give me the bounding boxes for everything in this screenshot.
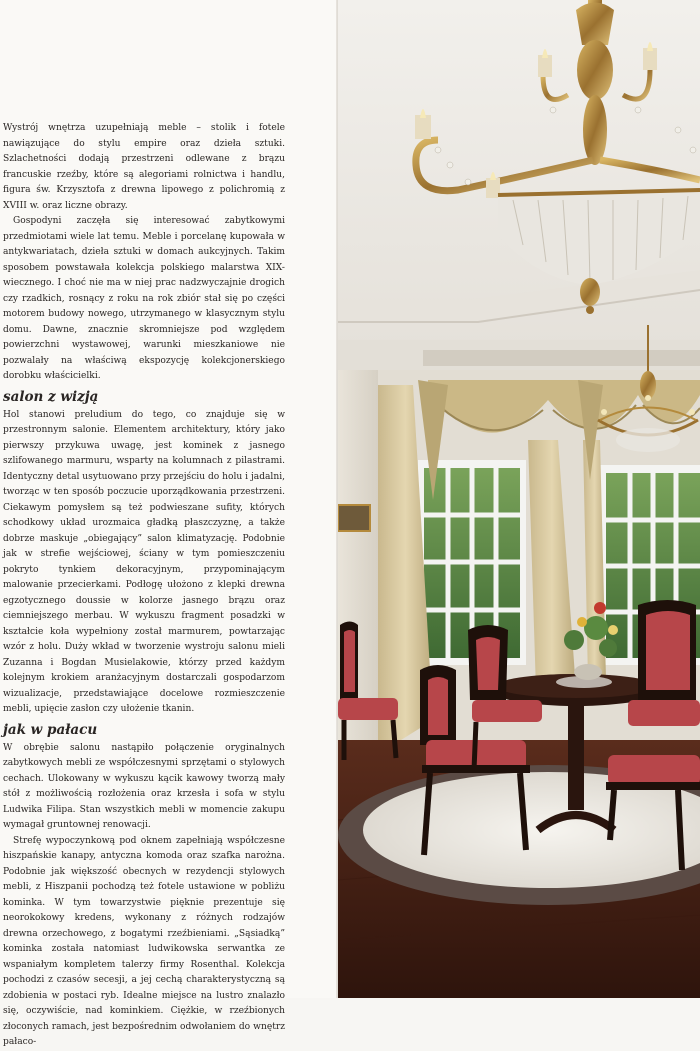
wall-painting (338, 505, 370, 531)
article-paragraph: W obrębie salonu nastąpiło połączenie oryginalnych zabytkowych mebli ze współczesnymi sprzętami o stylowych cechach. Ulokowany w wykuszu kącik kawowy tworzą mały stół z możliwością rozłożenia oraz krzesła i sofa w stylu Ludwika Filipa. Stan wszystkich mebli w momencie zakupu wymagał gruntownej renowacji. (3, 742, 285, 830)
article-text-column (0, 0, 338, 1047)
article-paragraph: Strefę wypoczynkową pod oknem zapełniają współczesne hiszpańskie kanapy, antyczna komoda oraz szafka narożna. Podobnie jak większość obecnych w rezydencji stylowych mebli, z Hiszpanii pochodzą też fotele ustawione w pobliżu kominka. W tym towarzystwie pięknie prezentuje się neorokokowy kredens, wykonany z różnych rodzajów drewna orzechowego, z bogatymi rzeźbieniami. „Sąsiadką” kominka została natomiast ludwikowska serwantka ze wspaniałym kompletem talerzy firmy Rosenthal. Kolekcja pochodzi z czasów secesji, a jej cechą charakterystyczną są zdobienia w postaci ryb. Idealne miejsce na lustro znalazło się, oczywiście, nad kominkiem. Ciężkie, w rzeźbionych złoconych ramach, jest bezpośrednim odwołaniem do wnętrz pałaco- (3, 835, 285, 1047)
section-heading-salon: salon z wizją (3, 388, 99, 405)
interior-photo (338, 0, 700, 998)
cornice (423, 350, 700, 366)
article-paragraph: Wystrój wnętrza uzupełniają meble – stolik i fotele nawiązujące do stylu empire oraz dzieła sztuki. Szlachetności dodają przestrzeni odlewane z brązu francuskie rzeźby, które są alegoriami rolnictwa i handlu, figura św. Krzysztofa z drewna lipowego z polichromią z XVIII w. oraz liczne obrazy. (3, 123, 285, 211)
chair-right-back (628, 600, 700, 726)
article-body (3, 121, 285, 1051)
section-heading-palace: jak w pałacu (3, 721, 98, 738)
article-paragraph: Hol stanowi preludium do tego, co znajduje się w przestronnym salonie. Elementem architektury, który jako pierwszy przykuwa uwagę, jest kominek z jasnego szlifowanego marmuru, wsparty na kolumnach z pilastrami. Identyczny detal usytuowano przy przejściu do holu i jadalni, tworząc w ten sposób poczucie uporządkowania przestrzeni. Ciekawym pomysłem są też podwieszane sufity, których schodkowy układ urozmaica gładką płaszczyznę, a także dobrze maskuje „obiegający” salon klimatyzację. Podobnie jak w strefie wejściowej, ściany w tym pomieszczeniu pokryto tynkiem dekoracyjnym, przypominającym malowanie przecierkami. Podłogę ułożono z klepki drewna egzotycznego doussie w kolorze jasnego brązu oraz ciemniejszego merbau. W wykuszu fragment posadzki w kształcie koła wypełniony został marmurem, powtarzając wzór z holu. Duży wkład w tworzenie wystroju salonu mieli Zuzanna i Bogdan Musielakowie, którzy przed każdym kolejnym krokiem aranżacyjnym dostarczali gospodarzom wizualizacje, przedstawiające docelowe rozmieszczenie mebli, upięcie zasłon czy ułożenie tkanin. (3, 409, 285, 714)
interior-photo-svg (338, 0, 700, 998)
article-paragraph: Gospodyni zaczęła się interesować zabytkowymi przedmiotami wiele lat temu. Meble i porcelanę kupowała w antykwariatach, dzieła sztuki w domach aukcyjnych. Takim sposobem powstawała kolekcja polskiego malarstwa XIX-wiecznego. I choć nie ma w niej prac nadzwyczajnie drogich czy rzadkich, rosnący z roku na rok zbiór stał się po części motorem budowy nowego, utrzymanego w klasycznym stylu domu. Dawne, znacznie skromniejsze pod względem powierzchni wystawowej, warunki mieszkaniowe nie pozwalały na właściwą ekspozycję kolekcjonerskiego dorobku właścicielki. (3, 216, 285, 381)
